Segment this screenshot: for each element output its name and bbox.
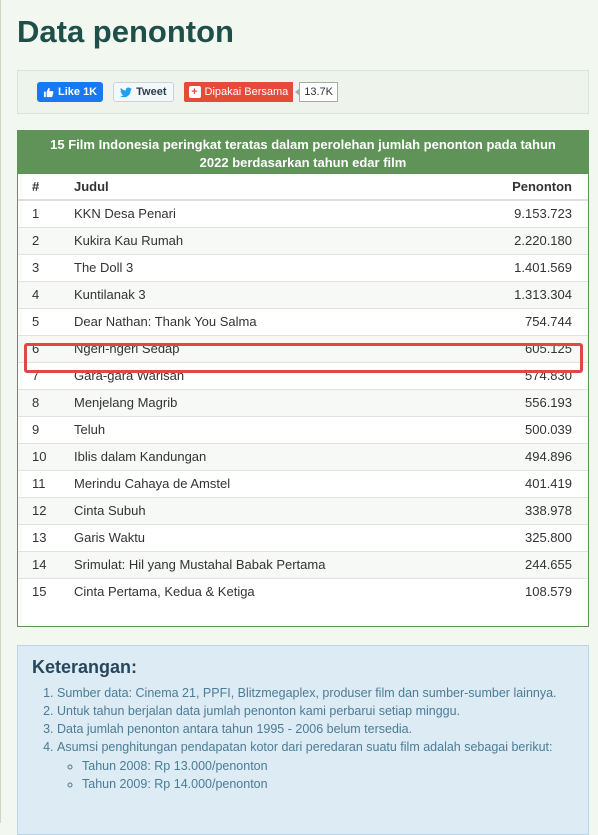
row-rank: 10 (18, 443, 74, 470)
note-item: 3. Data jumlah penonton antara tahun 1995 - 2006 belum tersedia. (57, 721, 574, 738)
tweet-button[interactable] (113, 82, 173, 102)
row-title: Srimulat: Hil yang Mustahal Babak Pertama (74, 551, 469, 578)
row-viewers: 574.830 (469, 362, 588, 389)
notes-panel (17, 645, 589, 835)
row-rank: 4 (18, 281, 74, 308)
row-title: KKN Desa Penari (74, 200, 469, 227)
table-row (18, 443, 588, 470)
row-title: Ngeri-ngeri Sedap (74, 335, 469, 362)
notes-title: Keterangan: (32, 657, 138, 677)
row-rank: 7 (18, 362, 74, 389)
row-title: Cinta Subuh (74, 497, 469, 524)
table-header-row (18, 174, 588, 200)
table-row (18, 200, 588, 227)
row-title: Merindu Cahaya de Amstel (74, 470, 469, 497)
row-title: Garis Waktu (74, 524, 469, 551)
header-title: Judul (74, 174, 469, 200)
note-item (57, 739, 574, 793)
ranking-table (18, 174, 588, 605)
row-viewers: 2.220.180 (469, 227, 588, 254)
row-rank: 12 (18, 497, 74, 524)
row-title: Iblis dalam Kandungan (74, 443, 469, 470)
row-viewers: 605.125 (469, 335, 588, 362)
row-rank: 13 (18, 524, 74, 551)
page-title: Data penonton (17, 14, 234, 49)
row-viewers: 325.800 (469, 524, 588, 551)
row-viewers: 401.419 (469, 470, 588, 497)
thumbs-up-icon (43, 87, 54, 98)
left-border (0, 0, 1, 823)
share-label: Dipakai Bersama (204, 86, 289, 98)
row-viewers: 556.193 (469, 389, 588, 416)
like-label: Like 1K (58, 86, 98, 98)
note-item: 2. Untuk tahun berjalan data jumlah penonton kami perbarui setiap minggu. (57, 703, 574, 720)
row-title: Dear Nathan: Thank You Salma (74, 308, 469, 335)
share-bar (17, 70, 589, 114)
row-title: Kukira Kau Rumah (74, 227, 469, 254)
table-row (18, 389, 588, 416)
table-row (18, 335, 588, 362)
row-viewers: 500.039 (469, 416, 588, 443)
header-viewers: Penonton (469, 174, 588, 200)
twitter-bird-icon (120, 87, 132, 98)
note-subitem: ◦ Tahun 2009: Rp 14.000/penonton (82, 776, 574, 793)
table-row (18, 362, 588, 389)
row-title: Kuntilanak 3 (74, 281, 469, 308)
row-viewers: 1.401.569 (469, 254, 588, 281)
table-row (18, 470, 588, 497)
row-rank: 6 (18, 335, 74, 362)
row-title: Menjelang Magrib (74, 389, 469, 416)
row-viewers: 244.655 (469, 551, 588, 578)
notes-list (32, 685, 574, 793)
table-row (18, 551, 588, 578)
row-rank: 5 (18, 308, 74, 335)
notes-sublist (57, 758, 574, 793)
table-row (18, 578, 588, 605)
row-title: The Doll 3 (74, 254, 469, 281)
row-title: Teluh (74, 416, 469, 443)
facebook-like-button[interactable] (37, 82, 103, 102)
note-item: 1. Sumber data: Cinema 21, PPFI, Blitzmegaplex, produser film dan sumber-sumber lainnya. (57, 685, 574, 702)
row-viewers: 338.978 (469, 497, 588, 524)
row-rank: 8 (18, 389, 74, 416)
note-item-text: Asumsi penghitungan pendapatan kotor dari peredaran suatu film adalah sebagai berikut: (57, 740, 553, 754)
header-rank: # (18, 174, 74, 200)
share-button[interactable] (184, 82, 294, 102)
row-rank: 9 (18, 416, 74, 443)
table-row (18, 497, 588, 524)
table-row (18, 308, 588, 335)
row-viewers: 9.153.723 (469, 200, 588, 227)
row-viewers: 1.313.304 (469, 281, 588, 308)
table-row (18, 227, 588, 254)
row-rank: 15 (18, 578, 74, 605)
table-row (18, 416, 588, 443)
row-viewers: 754.744 (469, 308, 588, 335)
row-rank: 3 (18, 254, 74, 281)
table-caption: 15 Film Indonesia peringkat teratas dalam perolehan jumlah penonton pada tahun 2022 berdasarkan tahun edar film (18, 131, 588, 174)
row-viewers: 494.896 (469, 443, 588, 470)
tweet-label: Tweet (136, 86, 167, 98)
table-row (18, 524, 588, 551)
row-rank: 1 (18, 200, 74, 227)
row-rank: 11 (18, 470, 74, 497)
share-count: 13.7K (299, 82, 338, 102)
note-subitem: ◦ Tahun 2008: Rp 13.000/penonton (82, 758, 574, 775)
row-viewers: 108.579 (469, 578, 588, 605)
plus-icon: + (189, 86, 201, 98)
row-rank: 14 (18, 551, 74, 578)
table-row (18, 281, 588, 308)
row-rank: 2 (18, 227, 74, 254)
row-title: Cinta Pertama, Kedua & Ketiga (74, 578, 469, 605)
box-office-table (17, 130, 589, 627)
table-row (18, 254, 588, 281)
table-body (18, 200, 588, 605)
row-title: Gara-gara Warisan (74, 362, 469, 389)
